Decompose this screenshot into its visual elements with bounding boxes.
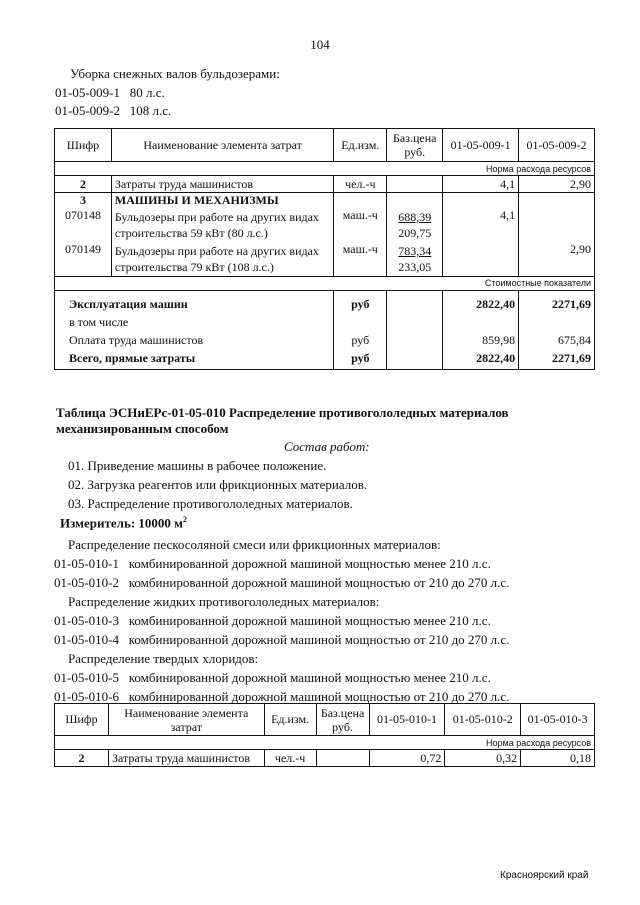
summary-units: руб руб руб bbox=[334, 290, 387, 369]
code-line: 01-05-010-2 комбинированной дорожной машиной мощностью от 210 до 270 л.с. bbox=[54, 575, 510, 590]
row-name: МАШИНЫ И МЕХАНИЗМЫ bbox=[111, 193, 333, 209]
row-value-1: 4,1 bbox=[443, 176, 519, 193]
code-desc: 80 л.с. bbox=[129, 85, 165, 100]
work-item: 01. Приведение машины в рабочее положение. bbox=[68, 458, 327, 473]
code: 01-05-009-1 bbox=[55, 85, 120, 100]
footer-region: Красноярский край bbox=[500, 870, 589, 881]
header-col3: 01-05-010-3 bbox=[521, 704, 595, 736]
header-unit: Ед.изм. bbox=[264, 704, 316, 736]
norm-label-row bbox=[55, 162, 595, 176]
header-col2: 01-05-009-2 bbox=[519, 129, 595, 162]
header-code: Шифр bbox=[55, 129, 112, 162]
code-line bbox=[55, 85, 165, 101]
summary-names: Эксплуатация машин в том числе Оплата труда машинистов Всего, прямые затраты bbox=[55, 290, 334, 369]
resource-table-2 bbox=[54, 703, 595, 767]
row-code: 070149 bbox=[55, 242, 112, 276]
row-code: 3 bbox=[55, 193, 112, 209]
resource-table-1 bbox=[54, 128, 595, 370]
table-row bbox=[55, 242, 595, 276]
group-title: Распределение твердых хлоридов: bbox=[68, 651, 259, 666]
code-line: 01-05-010-6 комбинированной дорожной машиной мощностью от 210 до 270 л.с. bbox=[54, 689, 510, 704]
work-item: 02. Загрузка реагентов или фрикционных материалов. bbox=[68, 477, 368, 492]
header-name: Наименование элемента затрат bbox=[111, 129, 333, 162]
work-item: 03. Распределение противогололедных материалов. bbox=[68, 496, 353, 511]
norm-label: Норма расхода ресурсов bbox=[55, 162, 595, 176]
table-row bbox=[55, 208, 595, 242]
cost-label: Стоимостные показатели bbox=[55, 276, 595, 290]
group-title: Распределение жидких противогололедных материалов: bbox=[68, 594, 380, 609]
row-code: 2 bbox=[55, 750, 109, 767]
row-unit: чел.-ч bbox=[334, 176, 387, 193]
works-title: Состав работ: bbox=[284, 439, 370, 454]
row-code: 2 bbox=[55, 176, 112, 193]
row-value-1: 4,1 bbox=[443, 208, 519, 242]
row-value-2: 2,90 bbox=[519, 242, 595, 276]
row-value-2: 0,32 bbox=[445, 750, 521, 767]
code-line: 01-05-010-5 комбинированной дорожной машиной мощностью менее 210 л.с. bbox=[54, 670, 491, 685]
header-price: Баз.цена руб. bbox=[316, 704, 369, 736]
table-title-line-2: механизированным способом bbox=[56, 421, 229, 436]
code-line: 01-05-010-4 комбинированной дорожной машиной мощностью от 210 до 270 л.с. bbox=[54, 632, 510, 647]
section1-heading: Уборка снежных валов бульдозерами: bbox=[70, 66, 280, 81]
summary-col2: 2271,69 675,84 2271,69 bbox=[519, 290, 595, 369]
summary-block bbox=[55, 290, 595, 369]
code-line bbox=[55, 103, 171, 119]
row-name: Затраты труда машинистов bbox=[108, 750, 264, 767]
row-unit: маш.-ч bbox=[334, 208, 387, 242]
row-price: 688,39 209,75 bbox=[387, 208, 443, 242]
row-value-2: 2,90 bbox=[519, 176, 595, 193]
section-row bbox=[55, 193, 595, 209]
page-number: 104 bbox=[310, 37, 330, 52]
code-desc: 108 л.с. bbox=[129, 103, 172, 118]
table-title-line-1: Таблица ЭСНиЕРс-01-05-010 Распределение противогололедных материалов bbox=[56, 405, 509, 420]
row-price: 783,34 233,05 bbox=[387, 242, 443, 276]
header-price: Баз.цена руб. bbox=[387, 129, 443, 162]
row-price bbox=[316, 750, 369, 767]
row-value-3: 0,18 bbox=[521, 750, 595, 767]
header-col1: 01-05-009-1 bbox=[443, 129, 519, 162]
code: 01-05-009-2 bbox=[55, 103, 120, 118]
row-name: Затраты труда машинистов bbox=[111, 176, 333, 193]
row-value-2 bbox=[519, 208, 595, 242]
cost-label-row bbox=[55, 276, 595, 290]
header-col1: 01-05-010-1 bbox=[369, 704, 445, 736]
norm-label: Норма расхода ресурсов bbox=[55, 736, 595, 750]
header-code: Шифр bbox=[55, 704, 109, 736]
row-value-1: 0,72 bbox=[369, 750, 445, 767]
row-unit: чел.-ч bbox=[264, 750, 316, 767]
row-price bbox=[387, 176, 443, 193]
summary-col1: 2822,40 859,98 2822,40 bbox=[443, 290, 519, 369]
header-name: Наименование элемента затрат bbox=[108, 704, 264, 736]
group-title: Распределение пескосоляной смеси или фрикционных материалов: bbox=[68, 537, 441, 552]
code-line: 01-05-010-1 комбинированной дорожной машиной мощностью менее 210 л.с. bbox=[54, 556, 491, 571]
row-code: 070148 bbox=[55, 208, 112, 242]
header-col2: 01-05-010-2 bbox=[445, 704, 521, 736]
table-header-row bbox=[55, 704, 595, 736]
table-header-row bbox=[55, 129, 595, 162]
header-unit: Ед.изм. bbox=[334, 129, 387, 162]
row-name: Бульдозеры при работе на других видах строительства 79 кВт (108 л.с.) bbox=[111, 242, 333, 276]
row-name: Бульдозеры при работе на других видах строительства 59 кВт (80 л.с.) bbox=[111, 208, 333, 242]
table-row bbox=[55, 176, 595, 193]
row-value-1 bbox=[443, 242, 519, 276]
norm-label-row bbox=[55, 736, 595, 750]
row-unit: маш.-ч bbox=[334, 242, 387, 276]
table-row bbox=[55, 750, 595, 767]
meter: Измеритель: 10000 $м^2$ bbox=[60, 515, 188, 531]
code-line: 01-05-010-3 комбинированной дорожной машиной мощностью менее 210 л.с. bbox=[54, 613, 491, 628]
